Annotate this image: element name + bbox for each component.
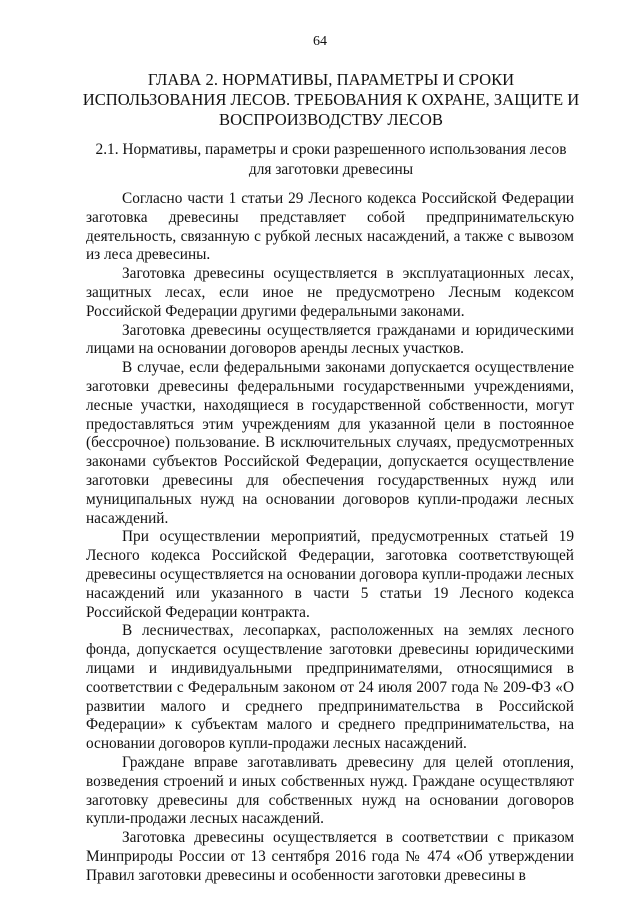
chapter-title: ГЛАВА 2. НОРМАТИВЫ, ПАРАМЕТРЫ И СРОКИ ИСПОЛЬЗОВАНИЯ ЛЕСОВ. ТРЕБОВАНИЯ К ОХРАНЕ, ЗАЩИТЕ И ВОСПРОИЗВОДСТВУ ЛЕСОВ xyxy=(82,70,580,129)
paragraph: Заготовка древесины осуществляется гражданами и юридическими лицами на основании договоров аренды лесных участков. xyxy=(86,321,574,358)
body-text xyxy=(86,190,574,885)
section-title: 2.1. Нормативы, параметры и сроки разрешенного использования лесов для заготовки древесины xyxy=(95,141,567,178)
paragraph: В случае, если федеральными законами допускается осуществление заготовки древесины федеральными государственными учреждениями, лесные участки, находящиеся в государственной собственности, могут предоставляться этим учреждениям для указанной цели в постоянное (бессрочное) пользование. В исключительных случаях, предусмотренных законами субъектов Российской Федерации, допускается осуществление заготовки древесины для обеспечения государственных нужд или муниципальных нужд на основании договоров купли-продажи лесных насаждений. xyxy=(86,359,574,527)
paragraph: При осуществлении мероприятий, предусмотренных статьей 19 Лесного кодекса Российской Федерации, заготовка соответствующей древесины осуществляется на основании договора купли-продажи лесных насаждений или указанного в части 5 статьи 19 Лесного кодекса Российской Федерации контракта. xyxy=(86,528,574,621)
paragraph: Согласно части 1 статьи 29 Лесного кодекса Российской Федерации заготовка древесины представляет собой предпринимательскую деятельность, связанную с рубкой лесных насаждений, а также с вывозом из леса древесины. xyxy=(86,190,574,264)
paragraph: В лесничествах, лесопарках, расположенных на землях лесного фонда, допускается осуществление заготовки древесины юридическими лицами и индивидуальными предпринимателями, относящимися в соответствии с Федеральным законом от 24 июля 2007 года № 209-ФЗ «О развитии малого и среднего предпринимательства в Российской Федерации» к субъектам малого и среднего предпринимательства, на основании договоров купли-продажи лесных насаждений. xyxy=(86,622,574,753)
paragraph: Заготовка древесины осуществляется в соответствии с приказом Минприроды России от 13 сентября 2016 года № 474 «Об утверждении Правил заготовки древесины и особенности заготовки древесины в xyxy=(86,829,574,884)
paragraph: Заготовка древесины осуществляется в эксплуатационных лесах, защитных лесах, если иное не предусмотрено Лесным кодексом Российской Федерации другими федеральными законами. xyxy=(86,265,574,320)
page-number: 64 xyxy=(313,34,327,49)
paragraph: Граждане вправе заготавливать древесину для целей отопления, возведения строений и иных собственных нужд. Граждане осуществляют заготовку древесины для собственных нужд на основании договоров купли-продажи лесных насаждений. xyxy=(86,753,574,828)
